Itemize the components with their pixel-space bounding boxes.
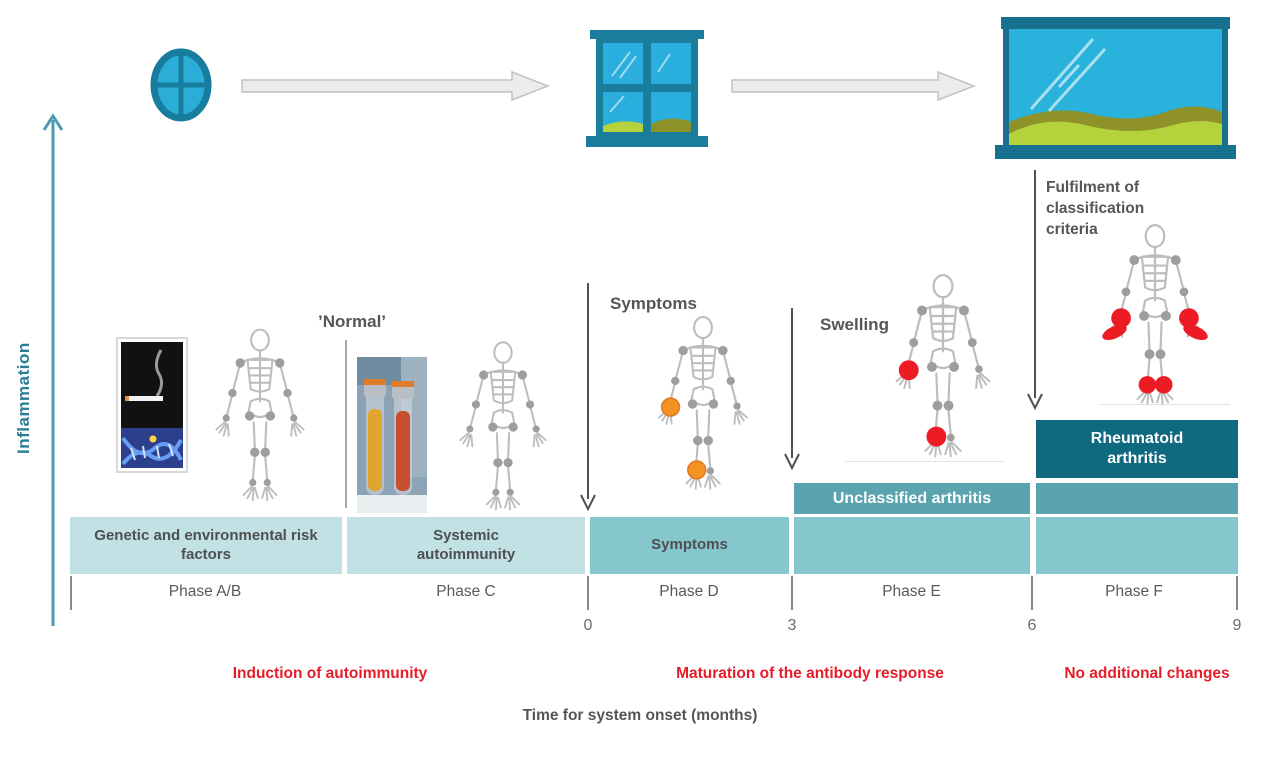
progress-arrow-1-icon [240, 68, 552, 104]
x-tick-3: 3 [787, 617, 797, 634]
phase-f-label: Phase F [1105, 583, 1163, 600]
down-arrow-swelling-icon [784, 308, 800, 470]
tick-6 [1031, 576, 1033, 610]
skeleton-symptoms [645, 316, 761, 494]
band-rheumatoid-arthritis: Rheumatoid arthritis [1036, 420, 1238, 478]
phase-e-label: Phase E [882, 583, 941, 600]
skeleton-rheumatoid-baseline [1100, 404, 1230, 405]
stage-induction-label: Induction of autoimmunity [232, 665, 428, 682]
normal-divider [345, 340, 347, 508]
symptoms-annotation: Symptoms [610, 294, 697, 313]
stage-no-changes-label: No additional changes [1064, 665, 1230, 682]
band-unclassified-arthritis-f [1036, 483, 1238, 514]
tick-3 [791, 576, 793, 610]
four-pane-window-icon [586, 28, 708, 148]
blood-samples-photo [357, 357, 427, 513]
fulfilment-annotation: Fulfilment of classification criteria [1046, 179, 1145, 238]
band-symptoms-f [1036, 517, 1238, 574]
y-axis-label: Inflammation [14, 342, 33, 454]
phase-d-label: Phase D [659, 583, 719, 600]
picture-window-icon [993, 13, 1238, 161]
x-tick-0: 0 [583, 617, 593, 634]
phase-c-label: Phase C [436, 583, 496, 600]
band-systemic-autoimmunity: Systemic autoimmunity [347, 517, 585, 574]
skeleton-swelling [882, 274, 1004, 462]
x-tick-6: 6 [1027, 617, 1037, 634]
stage-maturation-label: Maturation of the antibody response [676, 665, 944, 682]
band-symptoms-e [794, 517, 1030, 574]
band-symptoms: Symptoms [590, 517, 789, 574]
risk-factors-photo [117, 338, 187, 472]
x-axis-label: Time for system onset (months) [522, 707, 758, 724]
band-genetic-risk: Genetic and environmental risk factors [70, 517, 342, 574]
band-unclassified-arthritis: Unclassified arthritis [794, 483, 1030, 514]
phase-ab-label: Phase A/B [168, 583, 242, 600]
swelling-annotation: Swelling [820, 315, 889, 334]
skeleton-phase-ab [208, 326, 312, 508]
tick-0 [587, 576, 589, 610]
tick-left [70, 576, 72, 610]
skeleton-swelling-baseline [845, 461, 1005, 462]
x-tick-9: 9 [1232, 617, 1242, 634]
tick-9 [1236, 576, 1238, 610]
progress-arrow-2-icon [730, 68, 978, 104]
down-arrow-symptoms-icon [580, 283, 596, 511]
skeleton-rheumatoid [1092, 224, 1218, 410]
skeleton-phase-c [452, 340, 554, 516]
down-arrow-fulfilment-icon [1027, 170, 1043, 410]
porthole-window-icon [150, 48, 212, 122]
inflammation-axis-arrow [40, 106, 68, 631]
normal-label: ’Normal’ [318, 312, 387, 331]
